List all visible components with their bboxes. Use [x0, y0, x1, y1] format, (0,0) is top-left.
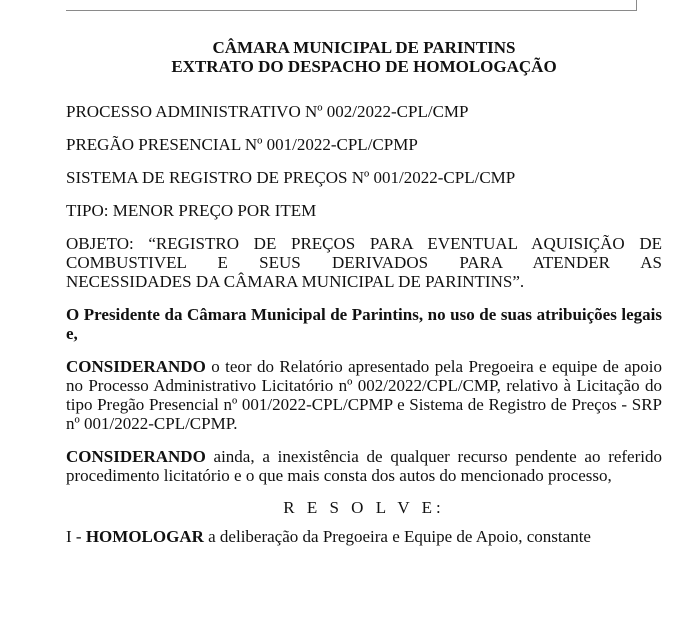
header-subtitle: EXTRATO DO DESPACHO DE HOMOLOGAÇÃO [171, 57, 557, 76]
objeto-line-3: NECESSIDADES DA CÂMARA MUNICIPAL DE PARINTINS”. [66, 272, 525, 291]
item-prefix: I - [66, 527, 86, 546]
objeto-line-1: OBJETO: “REGISTRO DE PREÇOS PARA EVENTUAL AQUISIÇÃO DE [66, 234, 662, 253]
homologar-label: HOMOLOGAR [85, 527, 204, 546]
considerando-text-2: ainda, a inexistência de qualquer recurso pendente ao referido procedimento licitatório e o que mais consta dos autos do mencionado processo, [66, 447, 662, 485]
resolve-heading: R E S O L V E: [283, 498, 445, 517]
item-homologar [66, 527, 662, 546]
objeto-line-2: COMBUSTIVEL E SEUS DERIVADOS PARA ATENDER AS [66, 253, 662, 272]
presidente-paragraph: O Presidente da Câmara Municipal de Parintins, no uso de suas atribuições legais e, [66, 305, 662, 343]
field-objeto [66, 234, 662, 291]
considerando-paragraph-1 [66, 357, 662, 433]
page-right-border [636, 0, 637, 11]
document-body [66, 38, 662, 546]
page-top-border [66, 10, 636, 11]
header-title: CÂMARA MUNICIPAL DE PARINTINS [212, 38, 516, 57]
field-pregao: PREGÃO PRESENCIAL Nº 001/2022-CPL/CPMP [66, 135, 418, 154]
field-processo: PROCESSO ADMINISTRATIVO Nº 002/2022-CPL/CMP [66, 102, 469, 121]
considerando-paragraph-2 [66, 447, 662, 485]
considerando-label-2: CONSIDERANDO [66, 447, 206, 466]
considerando-label-1: CONSIDERANDO [66, 357, 206, 376]
field-tipo: TIPO: MENOR PREÇO POR ITEM [66, 201, 317, 220]
homologar-text: a deliberação da Pregoeira e Equipe de Apoio, constante [203, 527, 591, 546]
field-sistema: SISTEMA DE REGISTRO DE PREÇOS Nº 001/2022-CPL/CMP [66, 168, 516, 187]
considerando-text-1: o teor do Relatório apresentado pela Pregoeira e equipe de apoio no Processo Administrativo Licitatório nº 002/2022/CPL/CMP, relativo à Licitação do tipo Pregão Presencial nº 001/2022-CPL/CPMP e Sistema de Registro de Preços - SRP nº 001/2022-CPL/CPMP. [66, 357, 662, 433]
